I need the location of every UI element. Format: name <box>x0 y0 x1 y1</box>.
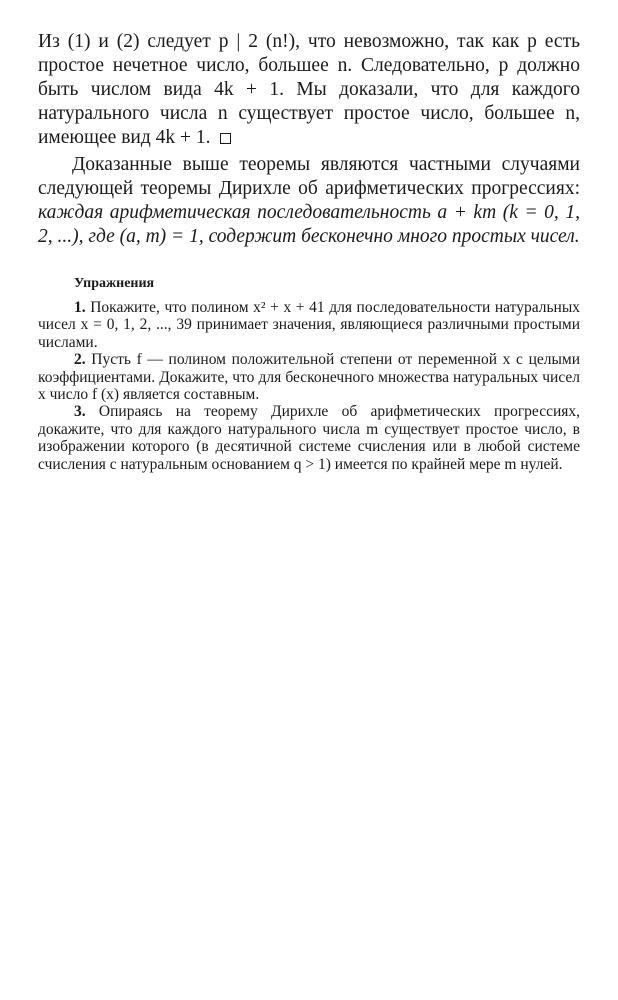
exercise-number: 1. <box>74 299 86 316</box>
exercise-item <box>38 351 580 403</box>
exercise-text: Опираясь на теорему Дирихле об арифметических прогрессиях, докажите, что для каждого натурального числа m существует простое число, в изображении которого (в десятичной системе счисления или в любой системе счисления с натуральным основанием q > 1) имеется по крайней мере m нулей. <box>38 403 581 473</box>
dirichlet-theorem-statement: каждая арифметическая последовательность a + km (k = 0, 1, 2, ...), где (a, m) = 1, содержит бесконечно много простых чисел. <box>38 202 580 247</box>
exercise-number: 2. <box>74 351 86 369</box>
exercise-number: 3. <box>74 403 86 421</box>
paragraph-proof-text: Из (1) и (2) следует p | 2 (n!), что невозможно, так как p есть простое нечетное число, большее n. Следовательно, p должно быть числом вида 4k + 1. Мы доказали, что для каждого натурального числа n существует простое число, большее n, имеющее вид 4k + 1. <box>38 31 580 148</box>
paragraph-proof-end <box>38 30 580 150</box>
exercise-text: Пусть f — полином положительной степени от переменной x с целыми коэффициентами. Докажите, что для бесконечного множества натуральных чисел x число f (x) является составным. <box>38 351 580 404</box>
exercise-list <box>38 299 580 473</box>
exercise-item <box>38 299 580 351</box>
exercise-item <box>38 403 580 473</box>
exercise-text: Покажите, что полином x² + x + 41 для последовательности натуральных чисел x = 0, 1, 2, ..., 39 принимает значения, являющиеся различными простыми числами. <box>38 299 581 351</box>
qed-square-icon <box>220 133 231 144</box>
paragraph-dirichlet <box>38 153 580 249</box>
dirichlet-intro: Доказанные выше теоремы являются частными случаями следующей теоремы Дирихле об арифметических прогрессиях: <box>38 154 580 199</box>
page-content <box>38 30 580 473</box>
section-title-exercises: Упражнения <box>74 276 155 291</box>
